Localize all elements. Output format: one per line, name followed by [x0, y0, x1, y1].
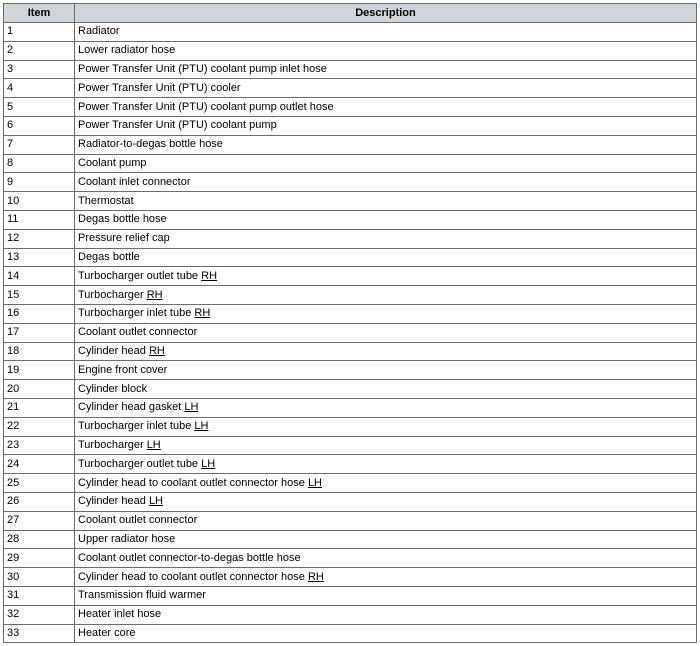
description-text: Cylinder head	[78, 495, 146, 508]
item-number-cell: 16	[4, 304, 75, 323]
description-cell	[75, 135, 697, 154]
side-abbreviation-link[interactable]: RH	[148, 344, 165, 357]
table-row	[4, 549, 697, 568]
table-row	[4, 361, 697, 380]
description-cell	[75, 361, 697, 380]
side-abbreviation-link[interactable]: LH	[201, 457, 216, 470]
table-row	[4, 417, 697, 436]
table-row	[4, 210, 697, 229]
item-number-cell: 23	[4, 436, 75, 455]
item-number-cell: 3	[4, 60, 75, 79]
description-text: Cylinder head to coolant outlet connector hose	[78, 570, 305, 583]
item-number-cell: 15	[4, 286, 75, 305]
item-number-cell: 12	[4, 229, 75, 248]
table-row	[4, 116, 697, 135]
description-cell	[75, 511, 697, 530]
description-cell	[75, 624, 697, 643]
description-cell	[75, 23, 697, 42]
description-text: Turbocharger	[78, 438, 144, 451]
side-abbreviation-link[interactable]: LH	[184, 401, 199, 414]
description-text: Turbocharger	[78, 288, 144, 301]
item-number-cell: 19	[4, 361, 75, 380]
description-cell	[75, 304, 697, 323]
description-column-header: Description	[75, 4, 697, 23]
description-cell	[75, 605, 697, 624]
description-cell	[75, 568, 697, 587]
table-row	[4, 135, 697, 154]
table-row	[4, 530, 697, 549]
description-text: Power Transfer Unit (PTU) coolant pump outlet hose	[78, 100, 334, 113]
item-number-cell: 24	[4, 455, 75, 474]
item-number-cell: 5	[4, 98, 75, 117]
description-cell	[75, 474, 697, 493]
description-cell	[75, 530, 697, 549]
table-row	[4, 23, 697, 42]
description-cell	[75, 116, 697, 135]
description-cell	[75, 436, 697, 455]
description-text: Heater inlet hose	[78, 608, 162, 621]
table-row	[4, 474, 697, 493]
item-number-cell: 28	[4, 530, 75, 549]
side-abbreviation-link[interactable]: LH	[146, 438, 161, 451]
description-cell	[75, 549, 697, 568]
table-header-row	[4, 4, 697, 23]
item-number-cell: 22	[4, 417, 75, 436]
table-row	[4, 173, 697, 192]
side-abbreviation-link[interactable]: RH	[146, 288, 163, 301]
description-text: Turbocharger inlet tube	[78, 307, 192, 320]
description-cell	[75, 323, 697, 342]
table-row	[4, 436, 697, 455]
description-text: Transmission fluid warmer	[78, 589, 206, 602]
description-text: Lower radiator hose	[78, 44, 176, 57]
description-cell	[75, 60, 697, 79]
table-row	[4, 568, 697, 587]
table-row	[4, 154, 697, 173]
description-text: Engine front cover	[78, 363, 168, 376]
table-row	[4, 342, 697, 361]
item-number-cell: 8	[4, 154, 75, 173]
item-number-cell: 20	[4, 380, 75, 399]
description-cell	[75, 173, 697, 192]
description-cell	[75, 398, 697, 417]
table-row	[4, 586, 697, 605]
description-text: Thermostat	[78, 194, 134, 207]
side-abbreviation-link[interactable]: RH	[307, 570, 324, 583]
description-cell	[75, 267, 697, 286]
description-cell	[75, 455, 697, 474]
description-text: Radiator	[78, 25, 120, 38]
item-number-cell: 6	[4, 116, 75, 135]
item-number-cell: 18	[4, 342, 75, 361]
item-number-cell: 31	[4, 586, 75, 605]
description-text: Coolant pump	[78, 156, 147, 169]
description-text: Cylinder head gasket	[78, 401, 182, 414]
item-number-cell: 27	[4, 511, 75, 530]
table-row	[4, 304, 697, 323]
description-text: Power Transfer Unit (PTU) coolant pump	[78, 119, 277, 132]
item-number-cell: 25	[4, 474, 75, 493]
table-row	[4, 455, 697, 474]
description-cell	[75, 154, 697, 173]
description-text: Coolant outlet connector	[78, 514, 198, 527]
table-row	[4, 229, 697, 248]
side-abbreviation-link[interactable]: RH	[194, 307, 211, 320]
description-text: Coolant outlet connector	[78, 326, 198, 339]
description-text: Cylinder block	[78, 382, 148, 395]
description-cell	[75, 380, 697, 399]
description-cell	[75, 417, 697, 436]
description-text: Power Transfer Unit (PTU) cooler	[78, 81, 241, 94]
description-text: Radiator-to-degas bottle hose	[78, 138, 223, 151]
item-number-cell: 10	[4, 192, 75, 211]
table-body	[4, 23, 697, 643]
description-cell	[75, 79, 697, 98]
table-row	[4, 98, 697, 117]
side-abbreviation-link[interactable]: LH	[148, 495, 163, 508]
description-text: Heater core	[78, 626, 136, 639]
description-cell	[75, 210, 697, 229]
item-column-header: Item	[4, 4, 75, 23]
description-text: Cylinder head to coolant outlet connector hose	[78, 476, 305, 489]
description-text: Cylinder head	[78, 344, 146, 357]
item-number-cell: 17	[4, 323, 75, 342]
table-row	[4, 398, 697, 417]
table-row	[4, 286, 697, 305]
table-row	[4, 380, 697, 399]
item-number-cell: 30	[4, 568, 75, 587]
description-cell	[75, 192, 697, 211]
description-cell	[75, 492, 697, 511]
side-abbreviation-link[interactable]: RH	[201, 269, 218, 282]
table-row	[4, 248, 697, 267]
description-cell	[75, 286, 697, 305]
description-text: Turbocharger outlet tube	[78, 269, 199, 282]
item-number-cell: 4	[4, 79, 75, 98]
table-row	[4, 192, 697, 211]
table-row	[4, 60, 697, 79]
description-text: Degas bottle hose	[78, 213, 167, 226]
table-row	[4, 323, 697, 342]
side-abbreviation-link[interactable]: LH	[307, 476, 322, 489]
item-number-cell: 32	[4, 605, 75, 624]
description-text: Turbocharger outlet tube	[78, 457, 199, 470]
description-cell	[75, 586, 697, 605]
table-row	[4, 605, 697, 624]
table-row	[4, 511, 697, 530]
item-number-cell: 29	[4, 549, 75, 568]
item-number-cell: 21	[4, 398, 75, 417]
description-cell	[75, 98, 697, 117]
item-number-cell: 2	[4, 41, 75, 60]
description-text: Upper radiator hose	[78, 532, 176, 545]
description-cell	[75, 41, 697, 60]
parts-table	[3, 3, 697, 643]
description-cell	[75, 342, 697, 361]
description-text: Coolant inlet connector	[78, 175, 191, 188]
description-text: Pressure relief cap	[78, 232, 170, 245]
item-number-cell: 33	[4, 624, 75, 643]
table-row	[4, 624, 697, 643]
item-number-cell: 7	[4, 135, 75, 154]
side-abbreviation-link[interactable]: LH	[194, 420, 209, 433]
item-number-cell: 11	[4, 210, 75, 229]
item-number-cell: 9	[4, 173, 75, 192]
table-row	[4, 492, 697, 511]
item-number-cell: 13	[4, 248, 75, 267]
description-text: Degas bottle	[78, 250, 140, 263]
table-row	[4, 41, 697, 60]
description-text: Power Transfer Unit (PTU) coolant pump inlet hose	[78, 62, 327, 75]
description-cell	[75, 229, 697, 248]
item-number-cell: 14	[4, 267, 75, 286]
description-text: Coolant outlet connector-to-degas bottle hose	[78, 551, 301, 564]
item-number-cell: 26	[4, 492, 75, 511]
table-row	[4, 267, 697, 286]
description-cell	[75, 248, 697, 267]
item-number-cell: 1	[4, 23, 75, 42]
description-text: Turbocharger inlet tube	[78, 420, 192, 433]
table-row	[4, 79, 697, 98]
